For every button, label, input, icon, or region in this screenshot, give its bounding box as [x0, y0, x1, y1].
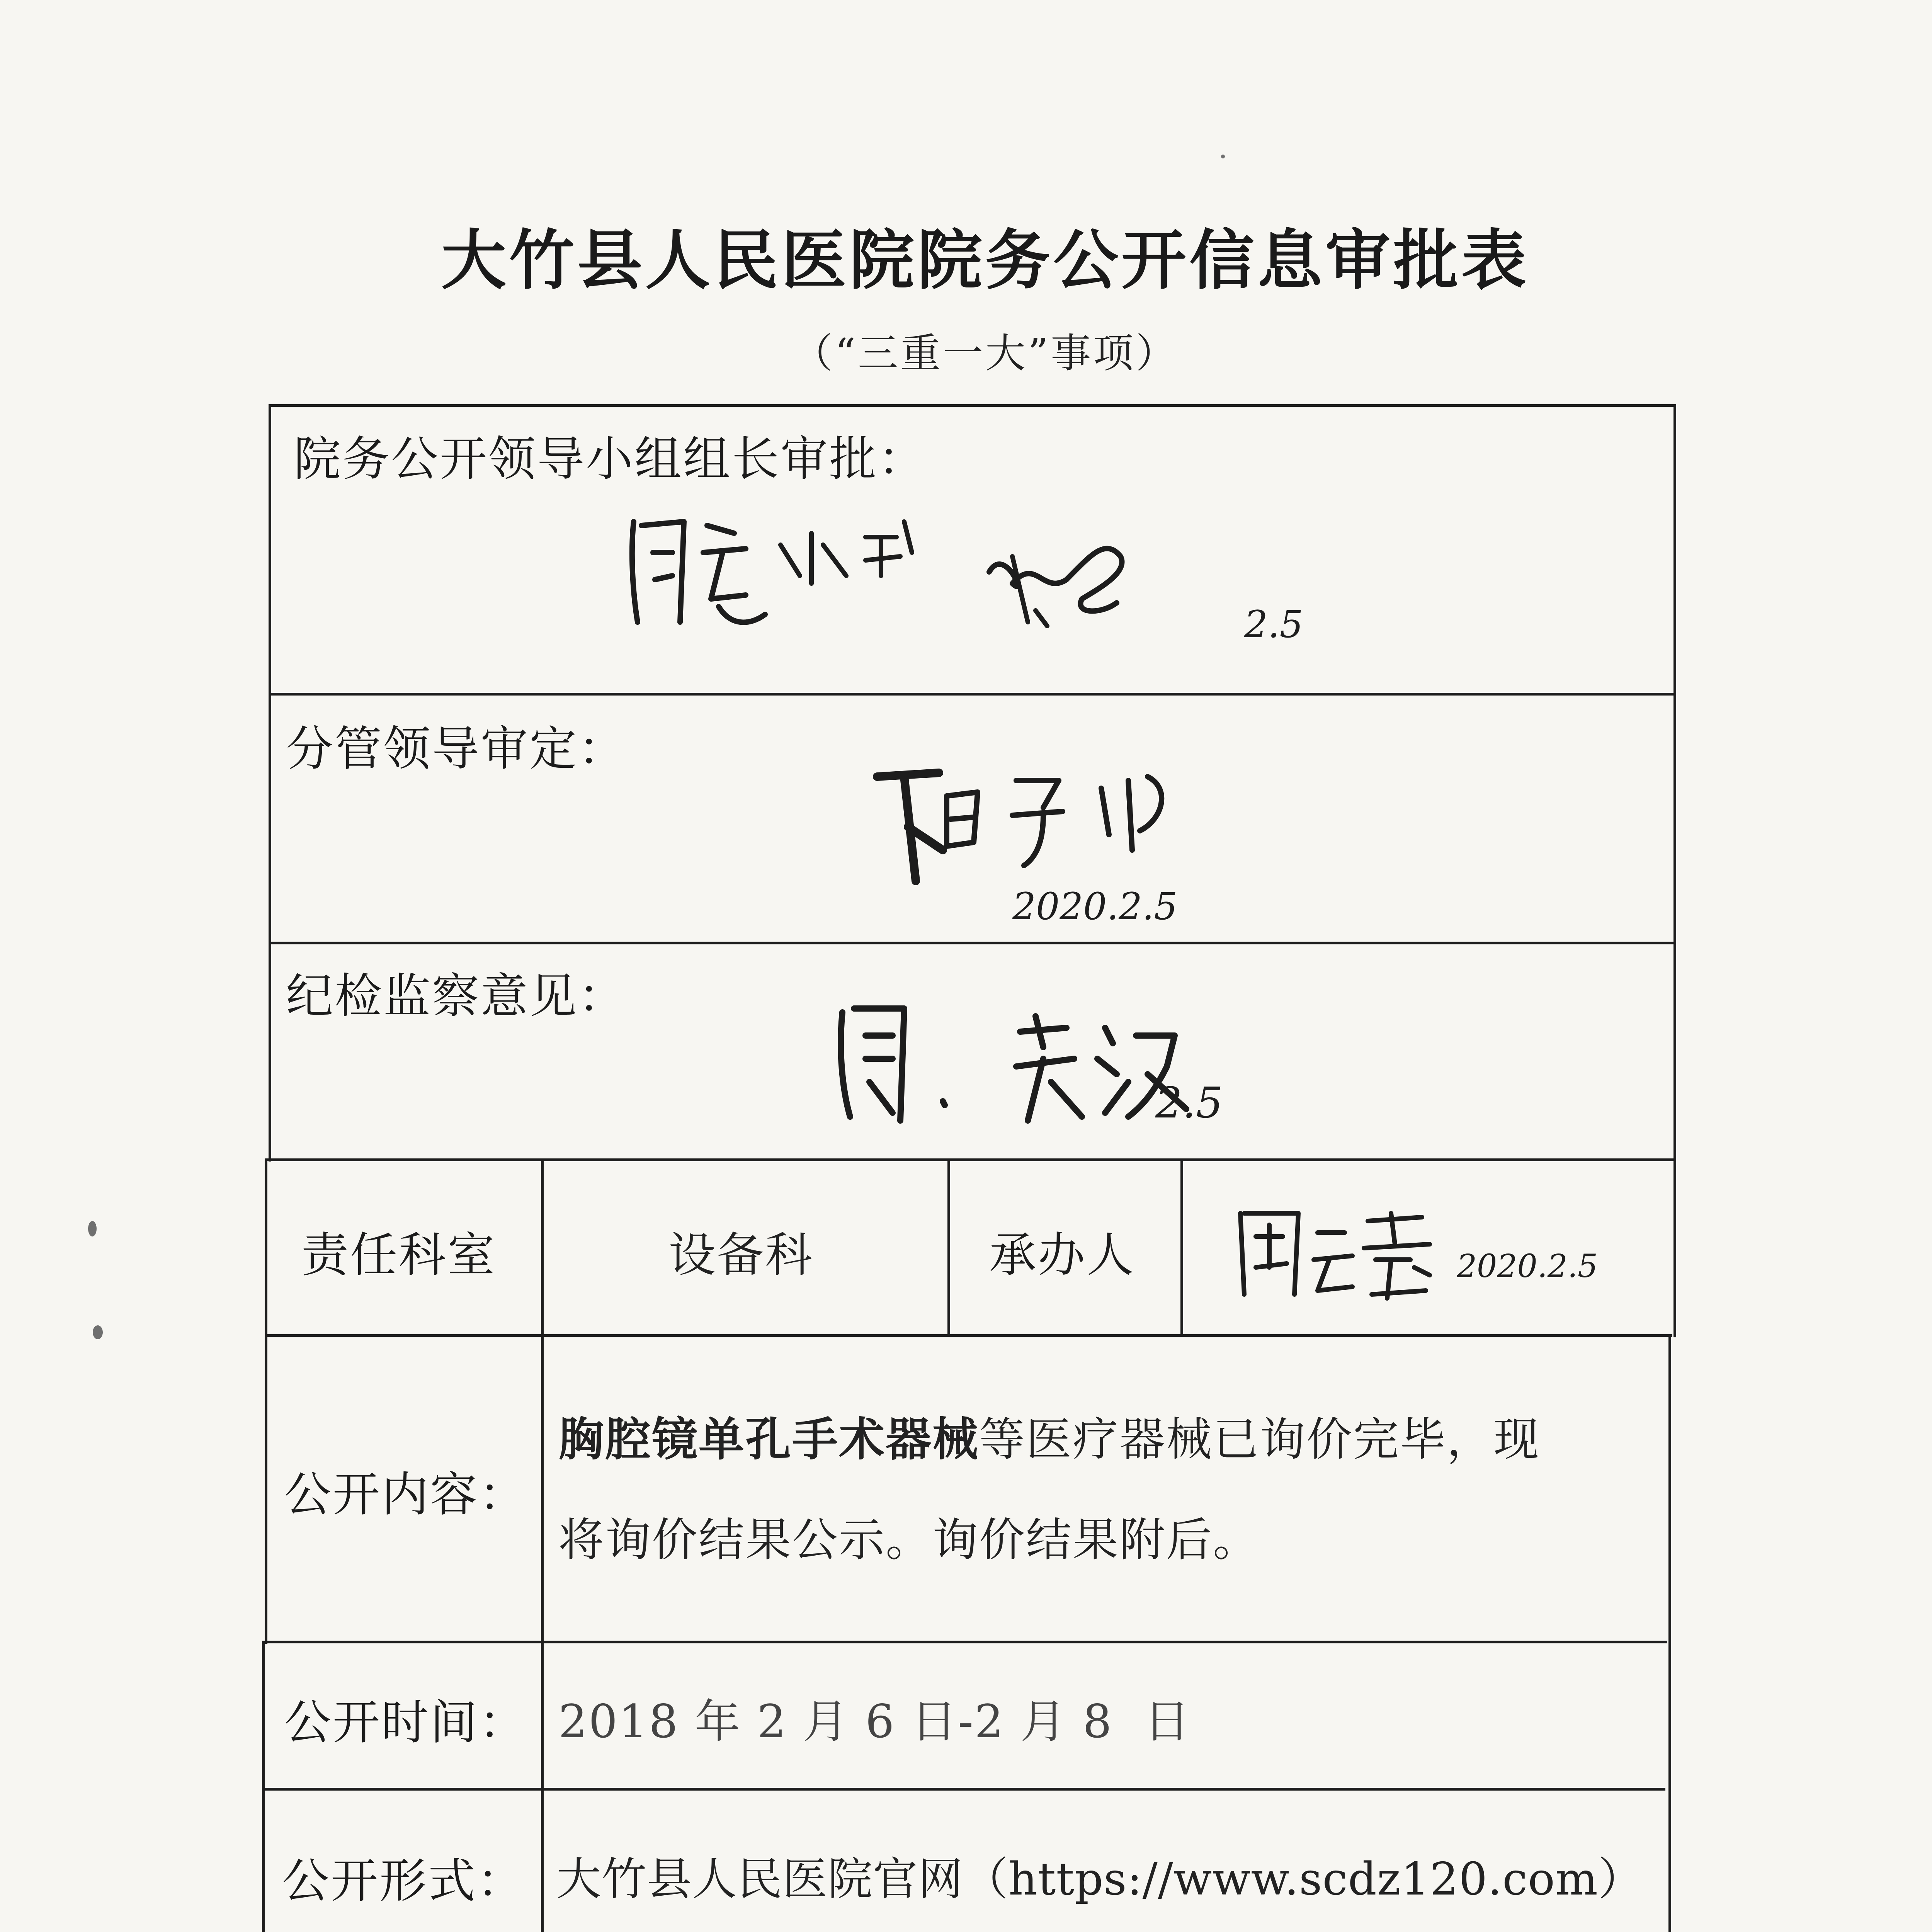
- table-border-left: [269, 404, 271, 1162]
- label-column-divider: [541, 1158, 544, 1932]
- disclosure-content-line2: 将询价结果公示。询价结果附后。: [558, 1513, 1260, 1566]
- document-title: 大竹县人民医院院务公开信息审批表: [441, 223, 1529, 298]
- scan-speck: [88, 1221, 97, 1236]
- supervisor-review-date: 2020.2.5: [1012, 885, 1178, 928]
- table-row-divider: [269, 942, 1676, 944]
- disclosure-content-line1: [558, 1403, 1663, 1468]
- disclosure-content-label: 公开内容：: [284, 1467, 527, 1522]
- handler-label-divider-left: [947, 1158, 950, 1337]
- document-subtitle: （“三重一大”事项）: [792, 330, 1179, 377]
- table-border-right: [1668, 1334, 1671, 1932]
- leader-approval-date: 2.5: [1244, 603, 1303, 646]
- disclosure-form-value: 大竹县人民医院官网（https://www.scdz120.com）: [556, 1853, 1643, 1905]
- discipline-opinion-date: 2.5: [1155, 1078, 1223, 1128]
- table-row-divider: [269, 693, 1676, 696]
- table-border-right: [1673, 404, 1676, 1337]
- table-border-left: [265, 1158, 267, 1644]
- leader-approval-label: 院务公开领导小组组长审批：: [294, 432, 927, 486]
- handler-label: 承办人: [989, 1228, 1135, 1282]
- responsible-dept-label: 责任科室: [301, 1228, 496, 1282]
- responsible-dept-value: 设备科: [668, 1228, 813, 1282]
- discipline-opinion-label: 纪检监察意见：: [286, 969, 627, 1024]
- table-row-divider: [263, 1641, 1667, 1643]
- table-row-divider: [265, 1158, 1676, 1161]
- supervisor-review-label: 分管领导审定：: [286, 721, 627, 776]
- scan-speck: [93, 1325, 103, 1339]
- leader-approval-signature: [618, 498, 1198, 661]
- disclosure-time-label: 公开时间：: [284, 1695, 527, 1750]
- table-border-top: [269, 404, 1676, 407]
- table-border-left: [262, 1641, 265, 1932]
- handler-date: 2020.2.5: [1457, 1248, 1598, 1285]
- disclosure-time-value: 2018 年 2 月 6 日-2 月 8 日: [558, 1695, 1191, 1748]
- supervisor-review-signature: [862, 757, 1248, 896]
- table-row-divider: [265, 1334, 1672, 1337]
- disclosure-form-label: 公开形式：: [282, 1854, 526, 1908]
- table-row-divider: [263, 1788, 1665, 1791]
- disclosure-content-line1-rest: 等医疗器械已询价完毕，现: [979, 1413, 1541, 1466]
- scan-speck: [1221, 155, 1225, 158]
- handler-label-divider-right: [1180, 1158, 1183, 1337]
- disclosure-content-emphasis: 胸腔镜单孔手术器械: [558, 1412, 980, 1466]
- handler-signature: [1229, 1198, 1437, 1314]
